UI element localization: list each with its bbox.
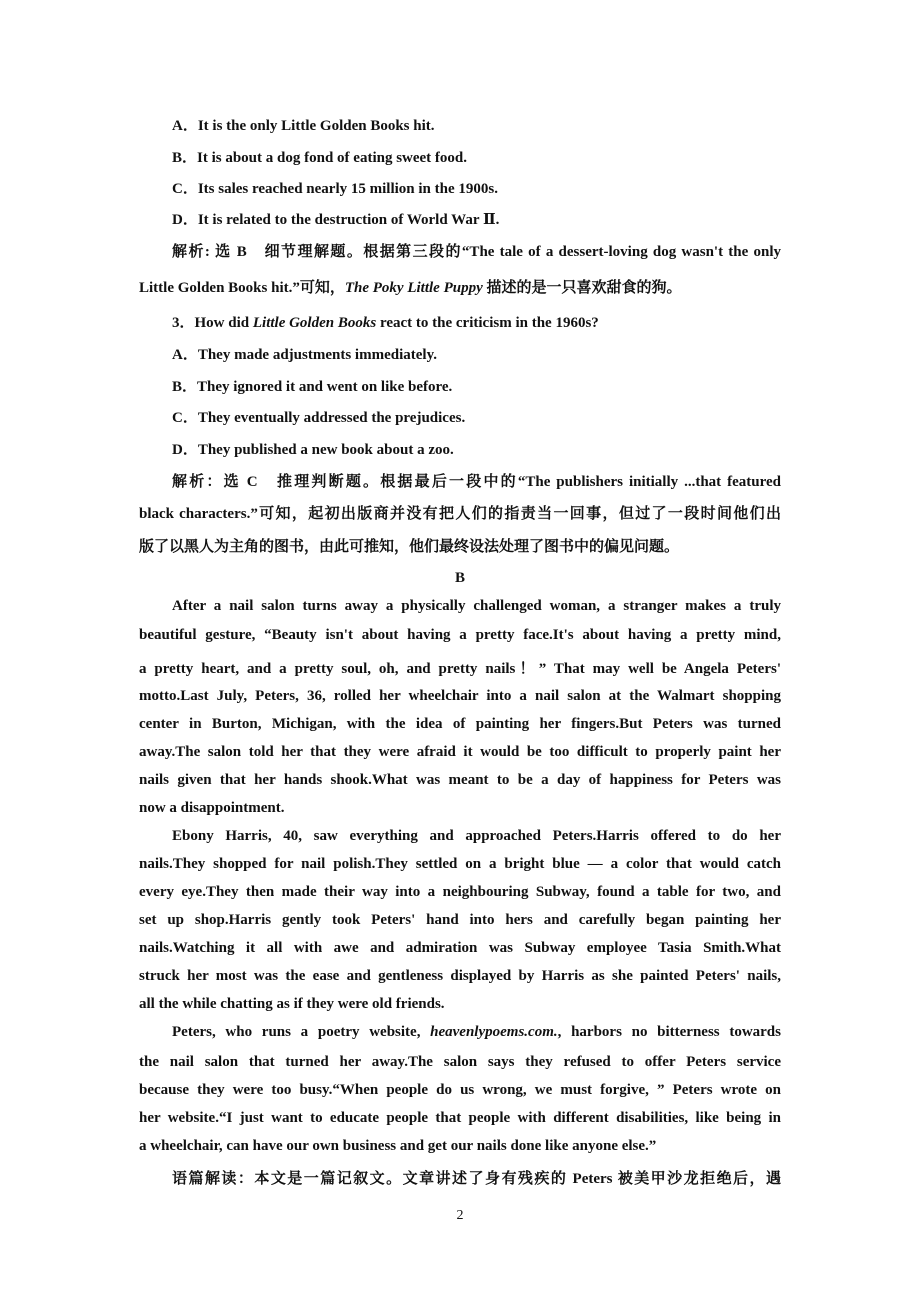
reading-note: 语篇解读：本文是一篇记叙文。文章讲述了身有残疾的 Peters 被美甲沙龙拒绝后，遇 bbox=[172, 1171, 781, 1187]
passage-line: After a nail salon turns away a physically challenged woman, a stranger makes a truly bbox=[172, 598, 781, 614]
q2-option-b: B．It is about a dog fond of eating sweet food. bbox=[172, 150, 468, 166]
q3-analysis-line1: 解析：选 C 推理判断题。根据最后一段中的“The publishers initially ...that featured bbox=[172, 474, 781, 490]
section-heading: B bbox=[454, 570, 465, 586]
q3-stem-pre: 3．How did bbox=[172, 315, 253, 331]
q3-stem bbox=[172, 311, 599, 332]
passage-line: nails.Watching it all with awe and admiration was Subway employee Tasia Smith.What bbox=[139, 940, 781, 956]
q3-option-b: B．They ignored it and went on like before. bbox=[172, 379, 453, 395]
q2-option-a: A．It is the only Little Golden Books hit. bbox=[172, 118, 435, 134]
passage-line: because they were too busy.“When people do us wrong, we must forgive, ” Peters wrote on bbox=[139, 1082, 781, 1098]
passage-line: center in Burton, Michigan, with the idea of painting her fingers.But Peters was turned bbox=[139, 716, 781, 732]
passage-line: nails given that her hands shook.What was meant to be a day of happiness for Peters was bbox=[139, 772, 781, 788]
q2-option-d: D．It is related to the destruction of World War Ⅱ. bbox=[172, 212, 500, 228]
passage-text: Peters, who runs a poetry website, bbox=[172, 1024, 431, 1040]
q3-stem-post: react to the criticism in the 1960s? bbox=[376, 315, 599, 331]
passage-line: Ebony Harris, 40, saw everything and approached Peters.Harris offered to do her bbox=[172, 828, 781, 844]
q3-option-d: D．They published a new book about a zoo. bbox=[172, 442, 454, 458]
passage-line: a wheelchair, can have our own business and get our nails done like anyone else.” bbox=[139, 1138, 657, 1154]
passage-text: , harbors no bitterness towards bbox=[557, 1024, 781, 1040]
q3-analysis-line2: black characters.”可知，起初出版商并没有把人们的指责当一回事，但过了一段时间他们出 bbox=[139, 506, 781, 522]
passage-line: motto.Last July, Peters, 36, rolled her wheelchair into a nail salon at the Walmart shopping bbox=[139, 688, 781, 704]
passage-line: nails.They shopped for nail polish.They settled on a bright blue — a color that would catch bbox=[139, 856, 781, 872]
q2-option-c: C．Its sales reached nearly 15 million in the 1900s. bbox=[172, 181, 498, 197]
website-name: heavenlypoems.com. bbox=[430, 1024, 558, 1040]
passage-line: a pretty heart, and a pretty soul, oh, and pretty nails！” That may well be Angela Peters' bbox=[139, 661, 781, 677]
passage-line: away.The salon told her that they were afraid it would be too difficult to properly paint her bbox=[139, 744, 781, 760]
q2-analysis-text: Little Golden Books hit.”可知， bbox=[139, 280, 345, 296]
book-title: The Poky Little Puppy bbox=[344, 280, 483, 296]
q3-analysis-line3: 版了以黑人为主角的图书，由此可推知，他们最终设法处理了图书中的偏见问题。 bbox=[139, 539, 680, 555]
q3-stem-title: Little Golden Books bbox=[252, 315, 377, 331]
passage-line: struck her most was the ease and gentleness displayed by Harris as she painted Peters' nails, bbox=[139, 968, 781, 984]
passage-line: set up shop.Harris gently took Peters' hand into hers and carefully began painting her bbox=[139, 912, 781, 928]
q3-option-a: A．They made adjustments immediately. bbox=[172, 347, 437, 363]
q3-option-c: C．They eventually addressed the prejudices. bbox=[172, 410, 466, 426]
passage-line: all the while chatting as if they were old friends. bbox=[139, 996, 445, 1012]
passage-line: beautiful gesture, “Beauty isn't about having a pretty face.It's about having a pretty mind, bbox=[139, 627, 781, 643]
q2-analysis-line2 bbox=[139, 276, 682, 297]
q2-analysis-line1: 解析: 选 B 细节理解题。根据第三段的“The tale of a dessert-loving dog wasn't the only bbox=[172, 244, 781, 260]
passage-line: now a disappointment. bbox=[139, 800, 285, 816]
page-number: 2 bbox=[456, 1208, 464, 1223]
passage-line: her website.“I just want to educate people that people with different disabilities, like being in bbox=[139, 1110, 781, 1126]
passage-line bbox=[172, 1024, 781, 1041]
passage-line: every eye.They then made their way into a neighbouring Subway, found a table for two, and bbox=[139, 884, 781, 900]
q2-analysis-text-end: 描述的是一只喜欢甜食的狗。 bbox=[482, 280, 682, 296]
passage-line: the nail salon that turned her away.The salon says they refused to offer Peters service bbox=[139, 1054, 781, 1070]
